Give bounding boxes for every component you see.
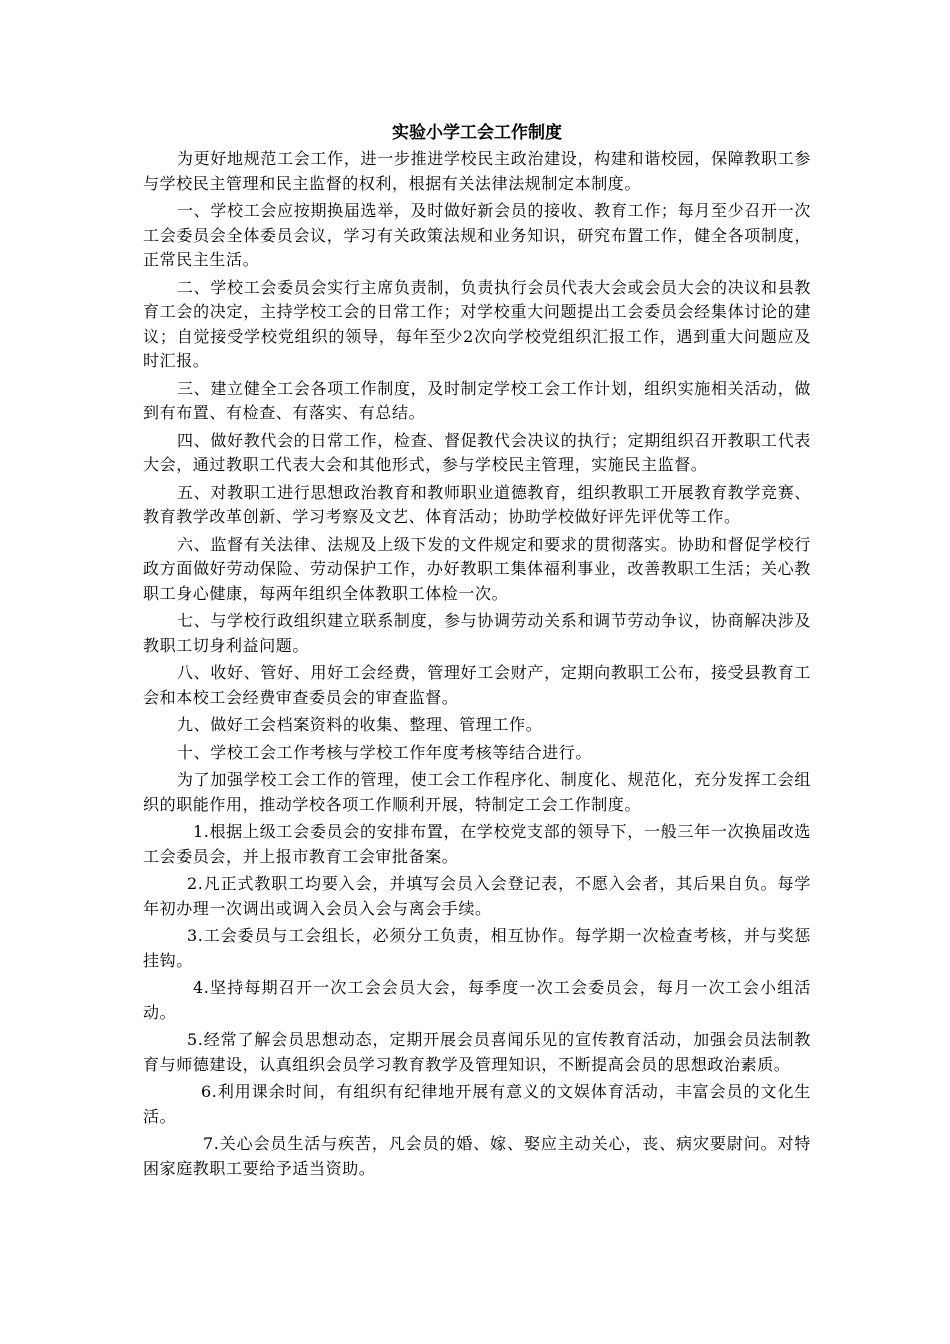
second-intro-paragraph: 为了加强学校工会工作的管理，使工会工作程序化、制度化、规范化，充分发挥工会组织的职能作用，推动学校各项工作顺利开展，特制定工会工作制度。 bbox=[143, 770, 811, 814]
article-paragraph-2: 二、学校工会委员会实行主席负责制，负责执行会员代表大会或会员大会的决议和县教育工会的决定，主持学校工会的日常工作；对学校重大问题提出工会委员会经集体讨论的建议；自觉接受学校党组织的领导，每年至少2次向学校党组织汇报工作，遇到重大问题应及时汇报。 bbox=[143, 277, 811, 370]
article-paragraph-3: 三、建立健全工会各项工作制度，及时制定学校工会工作计划，组织实施相关活动，做到有布置、有检查、有落实、有总结。 bbox=[143, 378, 811, 422]
article-paragraph-9: 九、做好工会档案资料的收集、整理、管理工作。 bbox=[177, 715, 543, 734]
article-paragraph-1: 一、学校工会应按期换届选举，及时做好新会员的接收、教育工作；每月至少召开一次工会委员会全体委员会议，学习有关政策法规和业务知识，研究布置工作，健全各项制度，正常民主生活。 bbox=[143, 201, 811, 269]
rule-paragraph-6: 6.利用课余时间，有组织有纪律地开展有意义的文娱体育活动，丰富会员的文化生活。 bbox=[143, 1082, 811, 1126]
rule-paragraph-2: 2.凡正式教职工均要入会，并填写会员入会登记表，不愿入会者，其后果自负。每学年初办理一次调出或调入会员入会与离会手续。 bbox=[143, 874, 811, 918]
rule-paragraph-5: 5.经常了解会员思想动态，定期开展会员喜闻乐见的宣传教育活动，加强会员法制教育与师德建设，认真组织会员学习教育教学及管理知识，不断提高会员的思想政治素质。 bbox=[143, 1030, 811, 1074]
document-title: 实验小学工会工作制度 bbox=[392, 123, 562, 143]
article-paragraph-7: 七、与学校行政组织建立联系制度，参与协调劳动关系和调节劳动争议，协商解决涉及教职工切身利益问题。 bbox=[143, 611, 811, 655]
article-paragraph-8: 八、收好、管好、用好工会经费，管理好工会财产，定期向教职工公布，接受县教育工会和本校工会经费审查委员会的审查监督。 bbox=[143, 663, 811, 707]
article-paragraph-10: 十、学校工会工作考核与学校工作年度考核等结合进行。 bbox=[177, 742, 593, 762]
article-paragraph-4: 四、做好教代会的日常工作，检查、督促教代会决议的执行；定期组织召开教职工代表大会，通过教职工代表大会和其他形式，参与学校民主管理，实施民主监督。 bbox=[143, 430, 811, 474]
rule-paragraph-3: 3.工会委员与工会组长，必须分工负责，相互协作。每学期一次检查考核，并与奖惩挂钩。 bbox=[143, 926, 811, 970]
article-paragraph-5: 五、对教职工进行思想政治教育和教师职业道德教育，组织教职工开展教育教学竞赛、教育教学改革创新、学习考察及文艺、体育活动；协助学校做好评先评优等工作。 bbox=[143, 482, 811, 526]
rule-paragraph-7: 7.关心会员生活与疾苦，凡会员的婚、嫁、娶应主动关心，丧、病灾要尉问。对特困家庭教职工要给予适当资助。 bbox=[143, 1134, 811, 1178]
rule-paragraph-4: 4.坚持每期召开一次工会会员大会，每季度一次工会委员会，每月一次工会小组活动。 bbox=[143, 978, 811, 1022]
rule-paragraph-1: 1.根据上级工会委员会的安排布置，在学校党支部的领导下，一般三年一次换届改选工会委员会，并上报市教育工会审批备案。 bbox=[143, 822, 811, 866]
intro-paragraph: 为更好地规范工会工作，进一步推进学校民主政治建设，构建和谐校园，保障教职工参与学校民主管理和民主监督的权利，根据有关法律法规制定本制度。 bbox=[143, 149, 811, 193]
article-paragraph-6: 六、监督有关法律、法规及上级下发的文件规定和要求的贯彻落实。协助和督促学校行政方面做好劳动保险、劳动保护工作，办好教职工集体福利事业，改善教职工生活；关心教职工身心健康，每两年组织全体教职工体检一次。 bbox=[143, 534, 811, 603]
document-page bbox=[143, 121, 811, 1184]
